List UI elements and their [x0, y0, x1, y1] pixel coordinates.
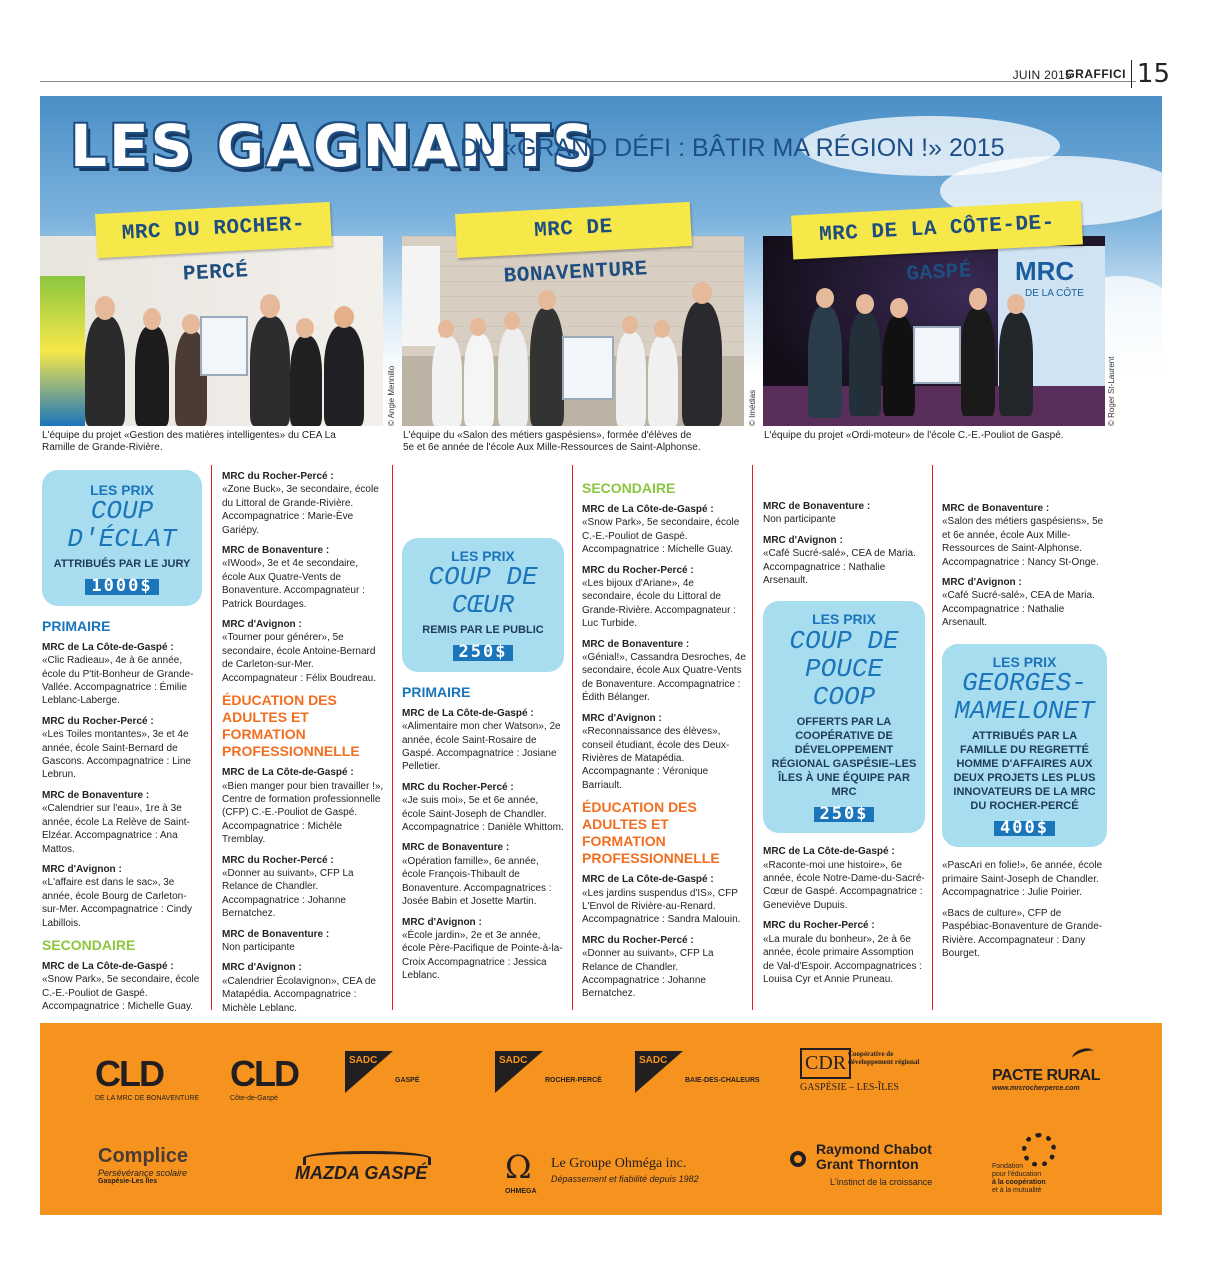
winner-entry [582, 712, 746, 792]
photo-caption: L'équipe du projet «Gestion des matières intelligentes» du CEA La Ramille de Grande-Rivière. [42, 430, 336, 453]
entry-text: «Calendrier Écolavignon», CEA de Matapédia. Accompagnatrice : Michèle Leblanc. [222, 975, 376, 1014]
entry-text: «École jardin», 2e et 3e année, école Père-Pacifique de Pointe-à-la-Croix Accompagnatrice : Jessica Leblanc. [402, 929, 563, 982]
prize-box-coup-declat [42, 470, 202, 606]
winner-entry [942, 907, 1107, 961]
column-4 [582, 480, 746, 1008]
entry-text: «Café Sucré-salé», CEA de Maria. Accompagnatrice : Nathalie Arsenault. [763, 548, 916, 587]
region-tag-cote-de-gaspe: MRC DE LA CÔTE-DE-GASPÉ [791, 200, 1083, 259]
entry-text: «Alimentaire mon cher Watson», 2e année, école Saint-Rosaire de Gaspé. Accompagnatrice : Josiane Pelletier. [402, 721, 561, 773]
winner-entry [42, 960, 202, 1014]
prize-label: LES PRIX [812, 611, 876, 628]
entry-mrc: MRC de Bonaventure : [222, 928, 330, 940]
winner-entry [42, 789, 202, 856]
logo-subtext: OHMEGA [505, 1188, 537, 1195]
screen-subtext: DE LA CÔTE [1025, 288, 1084, 299]
prize-name: COUP DE CŒUR [428, 562, 538, 621]
entry-text: Non participante [763, 514, 836, 526]
entry-text: «Zone Buck», 3e secondaire, école du Littoral de Grande-Rivière. Accompagnatrice : Marie-Ève Gariépy. [222, 484, 379, 536]
entry-text: «Calendrier sur l'eau», 1re à 3e année, école La Relève de Saint-Elzéar. Accompagnatrice : Ana Mattos. [42, 803, 190, 855]
photo-credit: © Imédias [748, 389, 757, 426]
entry-text: «Bacs de culture», CFP de Paspébiac-Bonaventure de Grande-Rivière. Accompagnateur : Dany Bourget. [942, 907, 1103, 959]
winner-entry [402, 707, 564, 774]
prize-description: ATTRIBUÉS PAR LA FAMILLE DU REGRETTÉ HOMME D'AFFAIRES AUX DEUX PROJETS LES PLUS INNOVATEURS DE LA MRC DU ROCHER-PERCÉ [953, 730, 1096, 813]
prize-amount: 250$ [814, 807, 875, 822]
entry-mrc: MRC de La Côte-de-Gaspé : [582, 504, 714, 515]
logo-text: CLD [95, 1053, 163, 1094]
bird-icon [1071, 1046, 1096, 1064]
entry-mrc: MRC de La Côte-de-Gaspé : [222, 767, 354, 779]
entry-text: «Bien manger pour bien travailler !», Centre de formation professionnelle (CFP) C.-E.-Pouliot de Gaspé. Accompagnatrice : Michèle Tremblay. [222, 780, 384, 846]
entry-mrc: MRC de Bonaventure : [763, 501, 871, 512]
section-heading: SECONDAIRE [582, 480, 676, 496]
logo-subtext: ROCHER-PERCÉ [545, 1077, 602, 1084]
entry-mrc: MRC de Bonaventure : [942, 503, 1050, 514]
prize-label: LES PRIX [992, 653, 1057, 670]
entry-text: «PascAri en folie!», 6e année, école primaire Saint-Joseph de Chandler. Accompagnatrice : Julie Poirier. [942, 860, 1103, 899]
entry-text: «Donner au suivant», CFP La Relance de Chandler. Accompagnatrice : Johanne Bernatchez. [222, 867, 354, 920]
prize-box-georges-mamelonet [942, 644, 1107, 848]
logo-subtext: www.mrcrocherperce.com [992, 1085, 1080, 1092]
winner-entry [42, 863, 202, 930]
entry-mrc: MRC d'Avignon : [582, 712, 662, 724]
winner-entry [763, 500, 925, 527]
entry-mrc: MRC d'Avignon : [942, 577, 1022, 589]
section-heading: PRIMAIRE [42, 617, 111, 634]
pacte-rural-logo [992, 1051, 1102, 1093]
column-rule [572, 465, 573, 1010]
sadc-gaspe-logo [345, 1051, 465, 1101]
winner-entry [942, 859, 1107, 899]
region-tag-rocher-perce: MRC DU ROCHER-PERCÉ [95, 202, 332, 258]
entry-mrc: MRC de Bonaventure : [402, 842, 510, 854]
logo-text: Le Groupe Ohméga inc. [551, 1156, 687, 1171]
winner-entry [402, 841, 564, 908]
winner-entry [942, 502, 1107, 569]
logo-subtext: Côte-de-Gaspé [230, 1095, 278, 1102]
photo-caption: L'équipe du «Salon des métiers gaspésiens», formée d'élèves de 5e et 6e année de l'école Aux Mille-Ressources de Saint-Alphonse. [403, 430, 701, 453]
prize-name: GEORGES- [962, 668, 1087, 699]
logo-text: PACTE RURAL [992, 1067, 1100, 1084]
logo-subtext: et à la mutualité [992, 1187, 1042, 1194]
prize-label: LES PRIX [90, 482, 154, 498]
section-heading: ÉDUCATION DES ADULTES ET FORMATION PROFESSIONNELLE [222, 692, 360, 760]
logo-subtext: Dépassement et fiabilité depuis 1982 [551, 1174, 699, 1184]
entry-text: «Opération famille», 6e année, école François-Thibault de Bonaventure. Accompagnatrices : Josée Babin et Josette Martin. [402, 855, 552, 908]
omega-icon: Ω [505, 1148, 532, 1186]
hero-banner [40, 96, 1162, 456]
winner-entry [763, 845, 925, 912]
logo-text: SADC [349, 1055, 378, 1066]
cld-cote-de-gaspe-logo [230, 1053, 298, 1103]
photo-caption: L'équipe du projet «Ordi-moteur» de l'école C.-E.-Pouliot de Gaspé. [764, 430, 1064, 441]
prize-label: LES PRIX [451, 548, 515, 564]
logo-subtext: Persévérance scolaire [98, 1168, 188, 1178]
prize-name: COUP D'ÉCLAT [67, 496, 177, 555]
mazda-gaspe-logo [295, 1163, 427, 1184]
section-heading: PRIMAIRE [402, 683, 471, 700]
publication-name: GRAFFICI [1065, 67, 1126, 81]
column-2 [222, 470, 384, 1022]
logo-subtext: pour l'éducation [992, 1171, 1042, 1178]
logo-text: CDR [800, 1048, 851, 1079]
logo-text: Grant Thornton [816, 1156, 919, 1172]
column-rule [932, 465, 933, 1010]
section-heading: SECONDAIRE [42, 936, 136, 953]
logo-subtext: BAIE-DES-CHALEURS [685, 1077, 760, 1084]
prize-box-coup-de-coeur [402, 538, 564, 672]
winner-entry [42, 715, 202, 782]
photo-credit: © Roger St-Laurent [1107, 356, 1116, 426]
entry-mrc: MRC du Rocher-Percé : [582, 564, 694, 576]
prize-box-coup-de-pouce [763, 601, 925, 833]
section-heading: ÉDUCATION DES ADULTES ET FORMATION PROFESSIONNELLE [582, 799, 720, 867]
entry-mrc: MRC du Rocher-Percé : [42, 715, 154, 727]
logo-subtext: GASPÉSIE – LES-ÎLES [800, 1082, 899, 1093]
column-rule [392, 465, 393, 1010]
prize-description: ATTRIBUÉS PAR LE JURY [53, 558, 191, 571]
column-rule [211, 465, 212, 1010]
prize-amount: 1000$ [85, 579, 158, 594]
winner-entry [42, 641, 202, 708]
logo-text: CLD [230, 1053, 298, 1094]
entry-mrc: MRC de La Côte-de-Gaspé : [42, 960, 174, 972]
entry-mrc: MRC du Rocher-Percé : [222, 471, 334, 482]
entry-text: «L'affaire est dans le sac», 3e année, école Bourg de Carleton-sur-Mer. Accompagnatrice : Cindy Labillois. [42, 877, 193, 929]
prize-description: OFFERTS PAR LA COOPÉRATIVE DE DÉVELOPPEMENT RÉGIONAL GASPÉSIE–LES ÎLES À UNE ÉQUIPE PAR MRC [771, 715, 917, 798]
prize-name: COUP DE POUCE [789, 625, 899, 684]
photo-credit: © Angie Mennillo [387, 365, 396, 426]
page-subtitle: DU «GRAND DÉFI : BÂTIR MA RÉGION !» 2015 [460, 134, 1005, 162]
entry-text: «Les bijoux d'Ariane», 4e secondaire, école du Littoral de Grande-Rivière. Accompagnateur : Luc Turbide. [582, 578, 736, 630]
entry-mrc: MRC de La Côte-de-Gaspé : [402, 707, 534, 719]
winner-entry [222, 961, 384, 1015]
column-rule [752, 465, 753, 1010]
cdr-logo [800, 1048, 940, 1093]
entry-mrc: MRC d'Avignon : [222, 962, 302, 974]
entry-text: «Les Toiles montantes», 3e et 4e année, école Saint-Bernard de Gascons. Accompagnatrice : Line Lebrun. [42, 729, 191, 781]
logo-subtext: Fondation [992, 1163, 1024, 1170]
winner-entry [222, 470, 384, 537]
winner-entry [582, 934, 746, 1001]
entry-mrc: MRC du Rocher-Percé : [763, 920, 875, 932]
column-3 [402, 538, 564, 990]
page-number: 15 [1131, 60, 1170, 88]
entry-text: «Raconte-moi une histoire», 6e année, école Notre-Dame-du-Sacré-Cœur de Gaspé. Accompagnatrice : Geneviève Dupuis. [763, 859, 925, 911]
logo-subtext: DE LA MRC DE BONAVENTURE [95, 1095, 200, 1102]
entry-mrc: MRC de La Côte-de-Gaspé : [763, 846, 895, 858]
issue-date: JUIN 2015 [1012, 68, 1072, 82]
winner-entry [582, 638, 746, 705]
screen-text: MRC [1015, 256, 1075, 286]
entry-mrc: MRC du Rocher-Percé : [222, 854, 334, 866]
entry-text: «Snow Park», 5e secondaire, école C.-E.-Pouliot de Gaspé. Accompagnatrice : Michelle Guay. [582, 517, 740, 556]
logo-subtext: Gaspésie-Les Îles [98, 1178, 158, 1185]
entry-text: «Génial!», Cassandra Desroches, 4e secondaire, école Aux Quatre-Vents de Bonaventure. Accompagnatrice : Édith Bélanger. [582, 652, 746, 704]
entry-text: «Les jardins suspendus d'IS», CFP L'Envol de Rivière-au-Renard. Accompagnatrice : Sandra Malouin. [582, 887, 741, 926]
winner-entry [222, 544, 384, 611]
winner-entry [222, 928, 384, 955]
entry-text: «Reconnaissance des élèves», conseil étudiant, école des Deux-Rivières de Matapédia. Accompagnante : Véronique Barriault. [582, 726, 730, 791]
entry-mrc: MRC de Bonaventure : [582, 638, 690, 650]
entry-mrc: MRC de La Côte-de-Gaspé : [582, 874, 714, 886]
prize-amount: 250$ [453, 645, 514, 660]
sponsors-band [40, 1023, 1162, 1215]
page-header [40, 58, 1170, 90]
winner-entry [942, 576, 1107, 630]
entry-text: «Clic Radieau», 4e à 6e année, école du P'tit-Bonheur de Grande-Vallée. Accompagnatrice : Émilie Leblanc-Laberge. [42, 655, 194, 707]
entry-text: «Tourner pour générer», 5e secondaire, école Antoine-Bernard de Carleton-sur-Mer. Accompagnateur : Félix Boudreau. [222, 632, 376, 684]
winner-entry [582, 873, 746, 927]
entry-text: Non participante [222, 941, 295, 953]
sadc-rocher-perce-logo [495, 1051, 625, 1101]
column-5 [763, 500, 925, 993]
winner-entry [222, 766, 384, 846]
entry-text: «Snow Park», 5e secondaire, école C.-E.-Pouliot de Gaspé. Accompagnatrice : Michelle Guay. [42, 974, 200, 1013]
rcgt-icon [790, 1151, 806, 1167]
entry-mrc: MRC de Bonaventure : [222, 545, 330, 557]
prize-amount: 400$ [994, 821, 1055, 836]
logo-text: MAZDA GASPÉ [295, 1163, 428, 1183]
logo-subtext: à la coopération [992, 1179, 1046, 1186]
region-tag-bonaventure: MRC DE BONAVENTURE [455, 202, 692, 258]
entry-text: «Café Sucré-salé», CEA de Maria. Accompagnatrice : Nathalie Arsenault. [942, 590, 1095, 629]
winner-entry [222, 618, 384, 685]
entry-mrc: MRC d'Avignon : [222, 619, 302, 631]
header-rule [40, 81, 1136, 82]
logo-subtext: GASPÉ [395, 1077, 420, 1084]
entry-mrc: MRC d'Avignon : [402, 916, 482, 928]
entry-mrc: MRC du Rocher-Percé : [402, 781, 514, 793]
entry-text: «Je suis moi», 5e et 6e année, école Saint-Joseph de Chandler. Accompagnatrice : Danièle Whittom. [402, 795, 564, 834]
prize-name: MAMELONET [954, 696, 1095, 727]
logo-text: SADC [499, 1055, 528, 1066]
gear-icon [1022, 1133, 1056, 1167]
winner-entry [763, 534, 925, 588]
prize-description: REMIS PAR LE PUBLIC [422, 624, 544, 637]
entry-text: «Salon des métiers gaspésiens», 5e et 6e année, école Aux Mille-Ressources de Saint-Alphonse. Accompagnatrice : Nancy St-Onge. [942, 516, 1104, 568]
entry-mrc: MRC d'Avignon : [763, 534, 843, 546]
column-1 [42, 470, 202, 1021]
winner-entry [402, 916, 564, 983]
prize-name: COOP [812, 681, 876, 712]
winner-entry [582, 564, 746, 631]
logo-subtext: L'instinct de la croissance [830, 1177, 933, 1187]
cld-bonaventure-logo [95, 1053, 199, 1103]
entry-text: «La murale du bonheur», 2e à 6e année, école primaire Assomption de Val-d'Espoir. Accompagnatrices : Louisa Cyr et Annie Pruneau. [763, 933, 923, 985]
entry-mrc: MRC de La Côte-de-Gaspé : [42, 641, 174, 653]
winner-entry [763, 919, 925, 986]
winner-entry [402, 781, 564, 835]
logo-text: Complice [98, 1145, 189, 1167]
entry-mrc: MRC du Rocher-Percé : [582, 934, 694, 946]
winner-entry [222, 854, 384, 921]
entry-text: «IWood», 3e et 4e secondaire, école Aux Quatre-Vents de Bonaventure. Accompagnateur : Patrick Bourdages. [222, 558, 365, 610]
column-6 [942, 502, 1107, 967]
entry-mrc: MRC de Bonaventure : [42, 789, 150, 801]
logo-subtext: Coopérative de développement régional [848, 1050, 920, 1066]
winner-entry [582, 503, 746, 557]
entry-mrc: MRC d'Avignon : [42, 863, 122, 875]
page-title: LES GAGNANTS [70, 112, 596, 180]
car-icon [303, 1151, 431, 1165]
entry-text: «Donner au suivant», CFP La Relance de Chandler. Accompagnatrice : Johanne Bernatchez. [582, 948, 714, 1000]
logo-text: SADC [639, 1055, 668, 1066]
sadc-baie-des-chaleurs-logo [635, 1051, 775, 1101]
logo-text: Raymond Chabot [816, 1141, 932, 1157]
complice-logo [98, 1145, 188, 1186]
